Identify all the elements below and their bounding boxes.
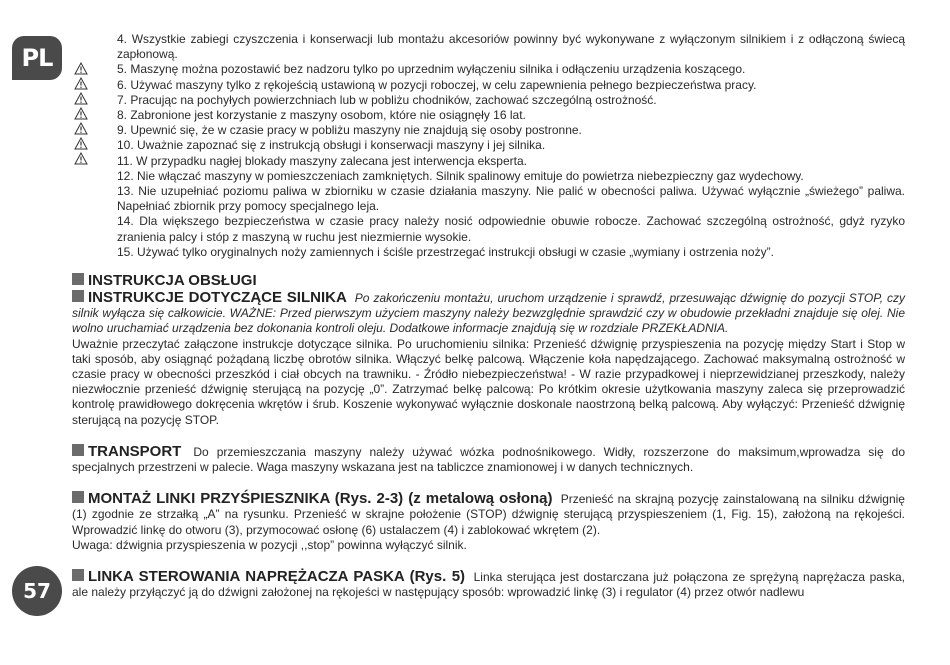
section-montaz [72, 491, 905, 553]
section-linka [72, 569, 905, 600]
list-item: 14. Dla większego bezpieczeństwa w czasie pracy należy nosić odpowiednie obuwie robocze. Zachować szczególną ostrożność, gdyż ryzyko zranienia palcy i stóp z maszyną w ruchu jest niezmiernie wysokie. [117, 214, 905, 244]
list-item: 9. Upewnić się, że w czasie pracy w pobliżu maszyny nie znajdują się osoby postronne. [117, 123, 582, 138]
list-item: 15. Używać tylko oryginalnych noży zamiennych i ściśle przestrzegać instrukcji obsługi w czasie „wymiany i ostrzenia noży”. [117, 244, 774, 259]
page-content [72, 32, 905, 601]
list-item: 4. Wszystkie zabiegi czyszczenia i konserwacji lub montażu akcesoriów powinny być wykonywane z wyłączonym silnikiem i z odłączoną świecą zapłonową. [117, 32, 905, 62]
language-code: PL [21, 44, 53, 72]
montaz-heading: MONTAŻ LINKI PRZYŚPIESZNIKA (Rys. 2-3) (z metalową osłoną) [88, 490, 553, 508]
instrukcja-title: INSTRUKCJA OBSŁUGI [88, 272, 257, 290]
list-item: 8. Zabronione jest korzystanie z maszyny osobom, które nie osiągnęły 16 lat. [117, 108, 526, 123]
square-bullet-icon [72, 273, 84, 285]
section-silnik [72, 290, 905, 428]
list-item: 13. Nie uzupełniać poziomu paliwa w zbiorniku w czasie działania maszyny. Nie palić w obecności paliwa. Używać wyłącznie „świeżego” paliwa. Napełniać zbiornik przy pomocy specjalnego leja. [117, 184, 905, 214]
linka-body: Linka sterująca jest dostarczana już połączona ze sprężyną naprężacza paska, ale należy przyłączyć ją do dźwigni założonej na rękojeści w następujący sposób: wprowadzić linkę (3) i regulator (4) przez otwór nadlewu [72, 570, 905, 600]
linka-heading: LINKA STEROWANIA NAPRĘŻACZA PASKA (Rys. 5) [88, 568, 466, 586]
list-item: 7. Pracując na pochyłych powierzchniach lub w pobliżu chodników, zachować szczególną ostrożność. [117, 92, 657, 107]
list-item: 5. Maszynę można pozostawić bez nadzoru tylko po uprzednim wyłączeniu silnika i odłączeniu urządzenia koszącego. [117, 62, 746, 77]
silnik-heading: INSTRUKCJE DOTYCZĄCE SILNIKA [88, 289, 347, 307]
page-number-badge [12, 566, 62, 616]
list-item: 10. Uważnie zapoznać się z instrukcją obsługi i konserwacji maszyny i jej silnika. [117, 138, 546, 153]
transport-body: Do przemieszczania maszyny należy używać wózka podnośnikowego. Widły, rozszerzone do maksimum,wprowadza się do specjalnych przestrzeni w palecie. Waga maszyny wskazana jest na tabliczce znamionowej i w danych technicznych. [72, 444, 905, 475]
list-item: 11. W przypadku nagłej blokady maszyny zalecana jest interwencja eksperta. [117, 153, 527, 168]
montaz-note: Uwaga: dźwignia przyspieszenia w pozycji ,,stop” powinna wyłączyć silnik. [72, 537, 467, 552]
square-bullet-icon [72, 569, 84, 581]
silnik-body: Uważnie przeczytać załączone instrukcje dotyczące silnika. Po uruchomieniu silnika: Przenieść dźwignię przyspieszenia na pozycję między Start i Stop w taki sposób, aby osiągnąć pożądaną liczbę obrotów silnika. Włączyć belkę palcową. Włączenie koła napędzającego. Zachować maksymalną ostrożność w czasie pracy w obecności przeszkód i ciał obcych na trawniku. - Źródło niebezpieczeństwa! - W razie przypadkowej i nieprzewidzianej przeszkody, należy niezwłocznie przenieść dźwignię sterującą na pozycję „0”. Zatrzymać belkę palcową: Po krótkim okresie użytkowania maszyny zaleca się przeprowadzić kontrolę prawidłowego dokręcenia wkrętów i śrub. Koszenie wykonywać wyłącznie doskonale naostrzoną belką palcową. Aby wyłączyć: Przenieść dźwignię sterującą na pozycję STOP. [72, 336, 905, 427]
square-bullet-icon [72, 491, 84, 503]
silnik-italic-text: Po zakończeniu montażu, uruchom urządzenie i sprawdź, przesuwając dźwignię do pozycji STOP, czy silnik wyłącza się całkowicie. WAŻNE: Przed pierwszym użyciem maszyny należy bezwzględnie sprawdzić czy w obudowie przekładni znajduje się olej. Nie wolno uruchamiać urządzenia bez dokonania kontroli oleju. Dodatkowe informacje znajdują się w rozdziale PRZEKŁADNIA. [72, 291, 905, 336]
page-number: 57 [23, 579, 51, 603]
list-item: 6. Używać maszyny tylko z rękojeścią ustawioną w pozycji roboczej, w celu zapewnienia pełnego bezpieczeństwa pracy. [117, 77, 757, 92]
montaz-body: Przenieść na skrajną pozycję zainstalowaną na silniku dźwignię (1) zgodnie ze strzałką „A” na rysunku. Przenieść w skrajne położenie (STOP) dźwignię sterującą przyspieszeniem (1, Fig. 15), założoną na rękojeści. Wprowadzić linkę do otworu (3), przymocować osłonę (6) ustalaczem (4) i zablokować wkrętem (2). [72, 492, 905, 537]
section-transport [72, 444, 905, 475]
safety-list [72, 32, 905, 260]
language-badge [12, 36, 62, 80]
list-item: 12. Nie włączać maszyny w pomieszczeniach zamkniętych. Silnik spalinowy emituje do powietrza niebezpieczny gaz wydechowy. [117, 168, 804, 183]
square-bullet-icon [72, 444, 84, 456]
transport-heading: TRANSPORT [88, 442, 182, 460]
square-bullet-icon [72, 290, 84, 302]
section-title-instrukcja [72, 272, 905, 290]
